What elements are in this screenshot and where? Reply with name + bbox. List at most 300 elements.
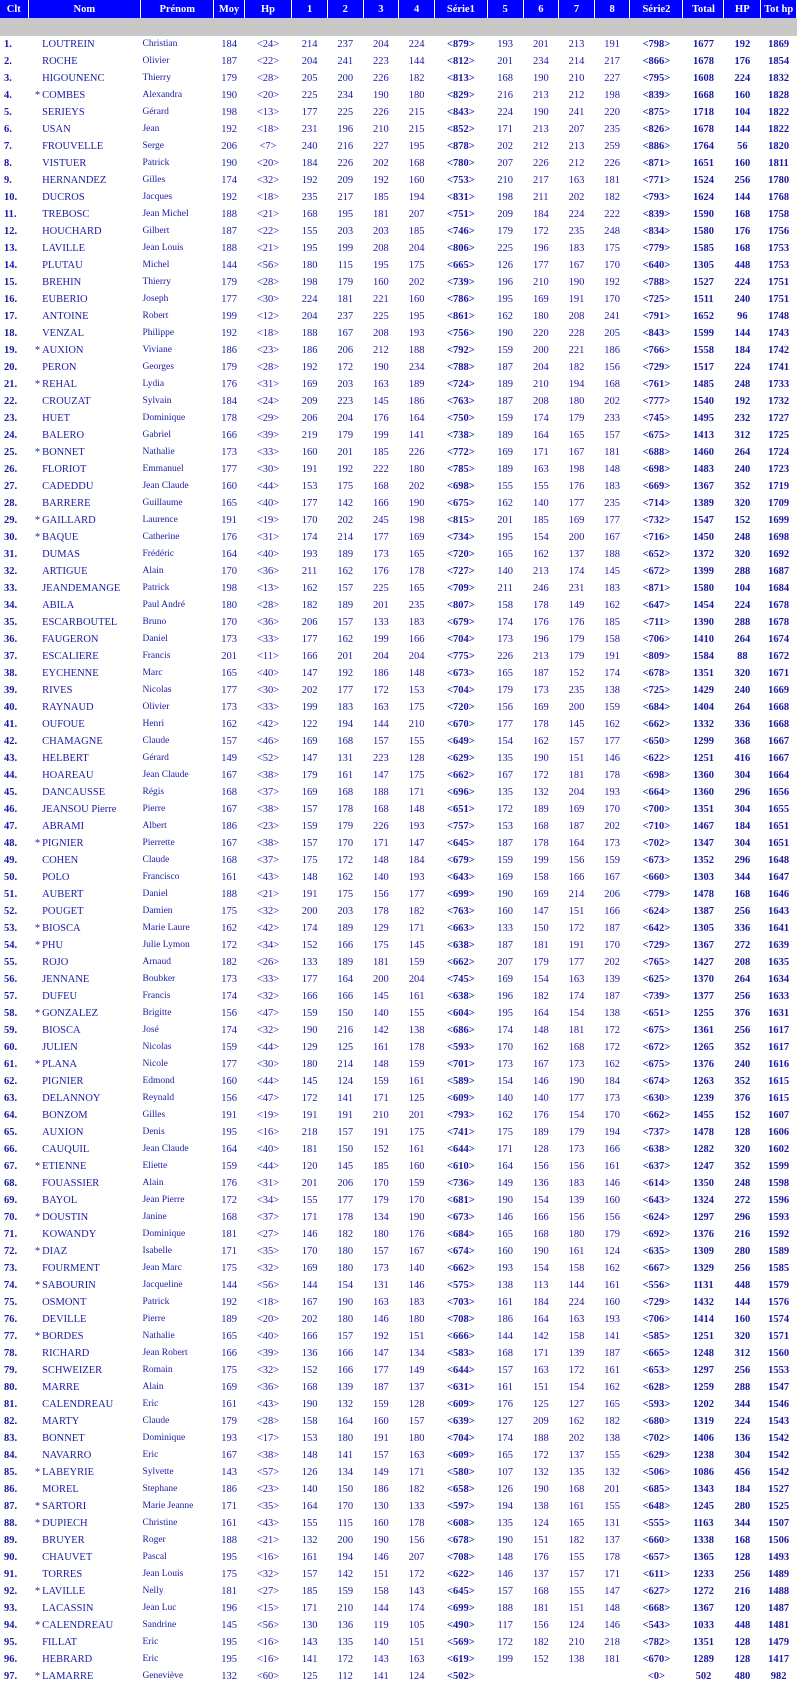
score-cell: 195: [497, 1008, 514, 1019]
score-cell: 1511: [693, 294, 714, 305]
rank-cell: 47.: [4, 821, 18, 832]
score-cell: 189: [497, 464, 514, 475]
table-row: [0, 1260, 797, 1277]
score-cell: 344: [734, 1399, 751, 1410]
score-cell: <21>: [256, 889, 280, 900]
score-cell: 163: [532, 1365, 549, 1376]
score-cell: 154: [532, 1263, 549, 1274]
score-cell: <604>: [447, 1008, 475, 1019]
score-cell: 240: [301, 141, 318, 152]
score-cell: 168: [532, 1586, 549, 1597]
name-cell: [28, 1583, 140, 1600]
score-cell: <729>: [642, 1297, 671, 1308]
player-name: POUGET: [42, 906, 84, 917]
score-cell: 296: [734, 855, 751, 866]
score-cell: 170: [604, 1110, 621, 1121]
score-cell: <38>: [256, 770, 280, 781]
score-cell: <583>: [447, 1348, 475, 1359]
score-cell: 320: [734, 1144, 751, 1155]
name-cell: [28, 1549, 140, 1566]
score-cell: 172: [221, 1195, 237, 1206]
score-cell: 134: [373, 1212, 389, 1223]
score-cell: 191: [373, 1127, 389, 1138]
score-cell: Dominique: [142, 1229, 186, 1239]
score-cell: <788>: [642, 277, 671, 288]
score-cell: Marie Jeanne: [142, 1501, 194, 1511]
score-cell: <667>: [642, 1263, 671, 1274]
score-cell: 145: [301, 1076, 318, 1087]
score-cell: 195: [221, 1654, 237, 1665]
score-cell: 148: [497, 1552, 514, 1563]
score-cell: 132: [337, 1399, 354, 1410]
score-cell: 320: [734, 498, 751, 509]
score-cell: <27>: [256, 1586, 280, 1597]
score-cell: 178: [337, 804, 354, 815]
rank-cell: 9.: [4, 175, 12, 186]
score-cell: 173: [221, 634, 237, 645]
score-cell: 176: [408, 1229, 425, 1240]
score-cell: 155: [532, 481, 549, 492]
rank-cell: 60.: [4, 1042, 18, 1053]
score-cell: <44>: [256, 481, 280, 492]
score-cell: 217: [604, 56, 621, 67]
table-row: [0, 1617, 797, 1634]
score-cell: <662>: [447, 957, 475, 968]
score-cell: 173: [373, 1263, 389, 1274]
table-row: [0, 495, 797, 512]
score-cell: 234: [532, 56, 549, 67]
score-cell: <28>: [256, 277, 280, 288]
score-cell: 209: [532, 1416, 549, 1427]
score-cell: 169: [532, 294, 549, 305]
score-cell: 144: [408, 56, 425, 67]
score-cell: 1086: [692, 1467, 714, 1478]
score-cell: 189: [221, 1314, 237, 1325]
female-marker: *: [34, 90, 41, 101]
score-cell: 168: [497, 1348, 514, 1359]
score-cell: 204: [532, 362, 549, 373]
name-cell: [28, 1175, 140, 1192]
score-cell: 192: [221, 124, 237, 135]
score-cell: 248: [604, 226, 621, 237]
player-name: KOWANDY: [42, 1229, 97, 1240]
score-cell: 178: [221, 413, 237, 424]
score-cell: 182: [532, 1637, 549, 1648]
score-cell: 173: [568, 1144, 585, 1155]
table-row: [0, 1311, 797, 1328]
score-cell: Olivier: [142, 702, 170, 712]
name-cell: [28, 1107, 140, 1124]
score-cell: 1507: [768, 1518, 790, 1529]
score-cell: 241: [604, 311, 621, 322]
player-name: BRUYER: [42, 1535, 85, 1546]
score-cell: 181: [604, 1654, 621, 1665]
score-cell: 1332: [692, 719, 714, 730]
score-cell: <21>: [256, 243, 280, 254]
score-cell: 1822: [768, 124, 790, 135]
score-cell: Thierry: [142, 73, 171, 83]
score-cell: <673>: [447, 668, 475, 679]
score-cell: Bruno: [142, 617, 167, 627]
score-cell: [594, 1668, 630, 1685]
score-cell: <21>: [256, 1535, 280, 1546]
score-cell: 1584: [692, 651, 714, 662]
score-cell: <31>: [256, 1178, 280, 1189]
column-header: Série2: [630, 0, 683, 18]
name-cell: [28, 121, 140, 138]
score-cell: <681>: [447, 1195, 475, 1206]
score-cell: 1741: [768, 362, 790, 373]
name-cell: [28, 750, 140, 767]
rank-cell: 36.: [4, 634, 18, 645]
score-cell: 1489: [768, 1569, 790, 1580]
score-cell: 142: [373, 1025, 389, 1036]
score-cell: 176: [373, 413, 389, 424]
player-name: OSMONT: [42, 1297, 87, 1308]
score-cell: 180: [408, 464, 425, 475]
score-cell: 1580: [692, 226, 714, 237]
score-cell: 188: [408, 345, 425, 356]
female-marker: *: [34, 1467, 41, 1478]
table-row: [0, 240, 797, 257]
score-cell: 176: [568, 481, 585, 492]
score-cell: <660>: [642, 872, 671, 883]
score-cell: 187: [604, 991, 621, 1002]
score-cell: 1506: [768, 1535, 790, 1546]
score-cell: 162: [221, 923, 237, 934]
score-cell: 1455: [692, 1110, 714, 1121]
rank-cell: 54.: [4, 940, 18, 951]
score-cell: 211: [533, 192, 549, 203]
score-cell: 141: [337, 1450, 354, 1461]
score-cell: 189: [497, 379, 514, 390]
score-cell: 149: [408, 1365, 425, 1376]
table-row: [0, 1413, 797, 1430]
score-cell: 159: [604, 855, 621, 866]
name-cell: [28, 852, 140, 869]
column-header: Prénom: [140, 0, 213, 18]
score-cell: <791>: [642, 311, 671, 322]
rank-cell: 31.: [4, 549, 18, 560]
column-header: Nom: [28, 0, 140, 18]
score-cell: <650>: [642, 736, 671, 747]
score-cell: 170: [604, 260, 621, 271]
score-cell: 1719: [768, 481, 790, 492]
rank-cell: 84.: [4, 1450, 18, 1461]
name-cell: [28, 1651, 140, 1668]
score-cell: 189: [532, 1127, 549, 1138]
score-cell: 143: [221, 1467, 237, 1478]
score-cell: 200: [301, 906, 318, 917]
score-cell: 1828: [768, 90, 790, 101]
score-cell: <829>: [447, 90, 475, 101]
player-name: PERON: [42, 362, 77, 373]
score-cell: 187: [497, 838, 514, 849]
score-cell: 153: [497, 821, 514, 832]
score-cell: <708>: [447, 1552, 475, 1563]
score-cell: 175: [408, 702, 425, 713]
score-cell: 196: [532, 634, 549, 645]
score-cell: 224: [734, 600, 751, 611]
score-cell: 176: [221, 1178, 237, 1189]
score-cell: <28>: [256, 73, 280, 84]
score-cell: 128: [408, 1399, 425, 1410]
score-cell: 210: [532, 277, 549, 288]
table-row: [0, 801, 797, 818]
player-name: FLORIOT: [42, 464, 87, 475]
table-row: [0, 903, 797, 920]
name-cell: [28, 240, 140, 257]
score-cell: 159: [301, 1008, 318, 1019]
score-cell: <38>: [256, 838, 280, 849]
score-cell: 147: [373, 770, 389, 781]
score-cell: 1429: [692, 685, 714, 696]
score-cell: 1753: [768, 260, 790, 271]
score-cell: 177: [301, 974, 318, 985]
score-cell: 157: [604, 430, 621, 441]
rank-cell: 5.: [4, 107, 12, 118]
player-name: BONNET: [42, 1433, 85, 1444]
score-cell: <40>: [256, 1331, 280, 1342]
score-cell: 177: [532, 260, 549, 271]
score-cell: 210: [568, 73, 585, 84]
score-cell: 191: [568, 940, 585, 951]
score-cell: <792>: [447, 345, 475, 356]
score-cell: 160: [497, 1246, 514, 1257]
score-cell: 1753: [768, 243, 790, 254]
score-cell: 202: [568, 192, 585, 203]
score-cell: <782>: [642, 1637, 671, 1648]
score-cell: 211: [301, 566, 318, 577]
score-cell: 155: [604, 1450, 621, 1461]
score-cell: 104: [734, 107, 751, 118]
table-row: [0, 461, 797, 478]
score-cell: 222: [373, 464, 389, 475]
score-cell: 160: [373, 1518, 389, 1529]
score-cell: <24>: [256, 39, 280, 50]
player-name: RIVES: [42, 685, 73, 696]
score-cell: 144: [734, 328, 751, 339]
score-cell: 178: [408, 1042, 425, 1053]
name-cell: [28, 1090, 140, 1107]
rank-cell: 83.: [4, 1433, 18, 1444]
score-cell: 187: [221, 226, 237, 237]
score-cell: 256: [734, 175, 751, 186]
score-cell: 202: [301, 685, 318, 696]
table-row: [0, 869, 797, 886]
score-cell: <704>: [447, 685, 475, 696]
score-cell: 190: [497, 1535, 514, 1546]
name-cell: [28, 410, 140, 427]
score-cell: <17>: [256, 1433, 280, 1444]
name-cell: [28, 104, 140, 121]
rank-cell: 29.: [4, 515, 18, 526]
score-cell: 240: [734, 464, 751, 475]
score-cell: Jean Michel: [142, 209, 189, 219]
column-header: 4: [399, 0, 435, 18]
score-cell: <30>: [256, 464, 280, 475]
score-cell: 1598: [768, 1178, 790, 1189]
score-cell: 190: [497, 328, 514, 339]
score-cell: 132: [301, 1535, 318, 1546]
score-cell: 1324: [692, 1195, 714, 1206]
player-name: SARTORI: [42, 1501, 87, 1512]
name-cell: [28, 1328, 140, 1345]
rank-cell: 97.: [4, 1671, 18, 1682]
score-cell: Romain: [142, 1365, 173, 1375]
score-cell: 190: [301, 1399, 318, 1410]
score-cell: 120: [301, 1161, 318, 1172]
score-cell: 151: [568, 906, 585, 917]
score-cell: 139: [568, 1195, 585, 1206]
score-cell: 139: [604, 974, 621, 985]
rank-cell: 57.: [4, 991, 18, 1002]
score-cell: 173: [373, 549, 389, 560]
score-cell: 170: [604, 940, 621, 951]
score-cell: 193: [497, 1263, 514, 1274]
score-cell: Nicole: [142, 1059, 168, 1069]
score-cell: 191: [373, 1433, 389, 1444]
player-name: AUXION: [42, 1127, 84, 1138]
table-row: [0, 308, 797, 325]
score-cell: <766>: [642, 345, 671, 356]
score-cell: 180: [337, 1314, 354, 1325]
score-cell: 196: [497, 991, 514, 1002]
score-cell: 480: [734, 1671, 751, 1682]
name-cell: [28, 1209, 140, 1226]
score-cell: 1667: [768, 753, 790, 764]
score-cell: <15>: [256, 1603, 280, 1614]
table-row: [0, 1158, 797, 1175]
score-cell: 134: [408, 1348, 425, 1359]
score-cell: 160: [734, 1314, 751, 1325]
score-cell: Jacques: [142, 192, 173, 202]
score-cell: 217: [532, 175, 549, 186]
score-cell: 139: [568, 1348, 585, 1359]
score-cell: 1399: [692, 566, 714, 577]
score-cell: 1590: [692, 209, 714, 220]
score-cell: 195: [497, 532, 514, 543]
score-cell: <777>: [642, 396, 671, 407]
score-cell: <665>: [447, 260, 475, 271]
score-cell: 115: [337, 1518, 353, 1529]
score-cell: 151: [532, 1382, 549, 1393]
score-cell: 174: [604, 668, 621, 679]
score-cell: 195: [221, 1637, 237, 1648]
name-cell: [28, 1379, 140, 1396]
score-cell: <23>: [256, 345, 280, 356]
score-cell: 149: [221, 753, 237, 764]
rank-cell: 39.: [4, 685, 18, 696]
score-cell: 218: [604, 1637, 621, 1648]
score-cell: <44>: [256, 1161, 280, 1172]
score-cell: 199: [497, 1654, 514, 1665]
score-cell: 176: [497, 1399, 514, 1410]
score-cell: 1832: [768, 73, 790, 84]
table-row: [0, 1600, 797, 1617]
score-cell: 1524: [692, 175, 714, 186]
score-cell: <32>: [256, 1569, 280, 1580]
score-cell: 154: [532, 532, 549, 543]
score-cell: <569>: [447, 1637, 475, 1648]
score-cell: <879>: [447, 39, 475, 50]
score-cell: 163: [568, 1314, 585, 1325]
score-cell: <839>: [642, 209, 671, 220]
score-cell: Roger: [142, 1535, 166, 1545]
rank-cell: 49.: [4, 855, 18, 866]
score-cell: 224: [734, 1416, 751, 1427]
score-cell: 192: [604, 277, 621, 288]
table-row: [0, 1209, 797, 1226]
score-cell: 145: [408, 940, 425, 951]
score-cell: 168: [568, 1484, 585, 1495]
score-cell: 248: [734, 379, 751, 390]
score-cell: 164: [532, 1314, 549, 1325]
score-cell: 131: [604, 1518, 621, 1529]
score-cell: 157: [301, 804, 318, 815]
score-cell: 183: [604, 481, 621, 492]
score-cell: 264: [734, 447, 751, 458]
score-cell: 156: [604, 1212, 621, 1223]
name-cell: [28, 155, 140, 172]
score-cell: 1251: [692, 1331, 714, 1342]
score-cell: 181: [568, 770, 585, 781]
score-cell: 1678: [768, 600, 790, 611]
score-cell: 156: [373, 889, 389, 900]
rank-cell: 68.: [4, 1178, 18, 1189]
score-cell: 178: [604, 770, 621, 781]
score-cell: 186: [221, 821, 237, 832]
name-cell: [28, 767, 140, 784]
score-cell: Jacqueline: [142, 1280, 183, 1290]
score-cell: 184: [301, 158, 318, 169]
rank-cell: 14.: [4, 260, 18, 271]
name-cell: [28, 784, 140, 801]
score-cell: 140: [532, 498, 549, 509]
score-cell: <788>: [447, 362, 475, 373]
score-cell: 177: [373, 532, 389, 543]
score-cell: 137: [568, 1450, 585, 1461]
score-cell: 246: [532, 583, 549, 594]
score-cell: 231: [301, 124, 318, 135]
score-cell: 145: [373, 396, 389, 407]
score-cell: 189: [337, 600, 354, 611]
score-cell: 165: [221, 498, 237, 509]
player-name: SERIEYS: [42, 107, 85, 118]
score-cell: 198: [604, 90, 621, 101]
score-cell: 296: [734, 1212, 751, 1223]
score-cell: 226: [373, 821, 389, 832]
score-cell: 158: [373, 1586, 389, 1597]
score-cell: <852>: [447, 124, 475, 135]
score-cell: 132: [604, 1467, 621, 1478]
score-cell: 256: [734, 1365, 751, 1376]
score-cell: Arnaud: [142, 957, 171, 967]
score-cell: 1350: [692, 1178, 714, 1189]
score-cell: 179: [568, 1127, 585, 1138]
score-cell: 176: [734, 226, 751, 237]
score-cell: 209: [337, 175, 354, 186]
score-cell: 206: [337, 345, 354, 356]
score-cell: 199: [301, 702, 318, 713]
score-cell: 264: [734, 634, 751, 645]
score-cell: 166: [408, 634, 425, 645]
score-cell: 167: [337, 328, 354, 339]
score-cell: 166: [373, 498, 389, 509]
score-cell: 1319: [692, 1416, 714, 1427]
score-cell: 146: [604, 753, 621, 764]
rank-cell: 40.: [4, 702, 18, 713]
